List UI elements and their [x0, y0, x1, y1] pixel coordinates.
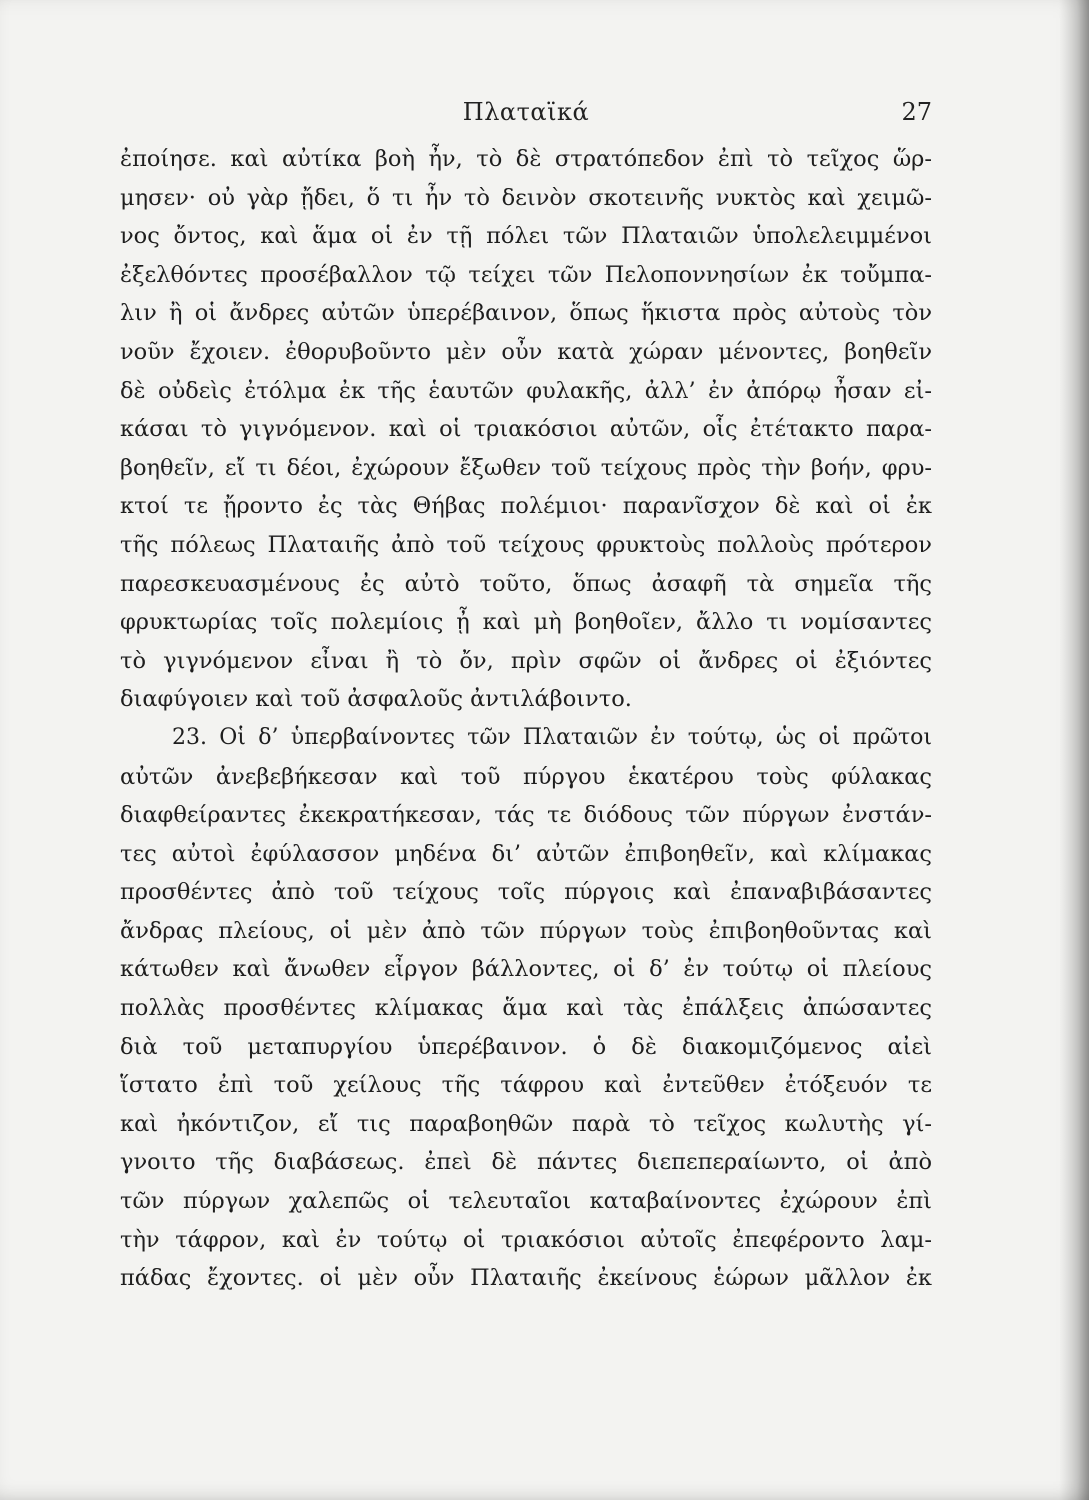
text-line: λιν ἢ οἱ ἄνδρες αὐτῶν ὑπερέβαινον, ὅπως ἥκιστα πρὸς αὐτοὺς τὸν: [120, 300, 932, 327]
text-line: κτοί τε ᾔροντο ἐς τὰς Θήβας πολέμιοι· παρανῖσχον δὲ καὶ οἱ ἐκ: [120, 493, 932, 520]
text-line: ἄνδρας πλείους, οἱ μὲν ἀπὸ τῶν πύργων τοὺς ἐπιβοηθοῦντας καὶ: [120, 917, 932, 944]
text-line: αὐτῶν ἀνεβεβήκεσαν καὶ τοῦ πύργου ἑκατέρου τοὺς φύλακας: [120, 763, 932, 790]
text-line: τὸ γιγνόμενον εἶναι ἢ τὸ ὄν, πρὶν σφῶν οἱ ἄνδρες οἱ ἐξιόντες: [120, 647, 932, 674]
text-line: ἐποίησε. καὶ αὐτίκα βοὴ ἦν, τὸ δὲ στρατόπεδον ἐπὶ τὸ τεῖχος ὥρ-: [120, 146, 932, 172]
text-line: δὲ οὐδεὶς ἐτόλμα ἐκ τῆς ἑαυτῶν φυλακῆς, ἀλλ’ ἐν ἀπόρῳ ἦσαν εἰ-: [120, 377, 932, 404]
text-line: γνοιτο τῆς διαβάσεως. ἐπεὶ δὲ πάντες διεπεπεραίωντο, οἱ ἀπὸ: [120, 1149, 932, 1176]
text-line: ἵστατο ἐπὶ τοῦ χείλους τῆς τάφρου καὶ ἐντεῦθεν ἐτόξευόν τε: [120, 1072, 932, 1099]
section-start-line: 23. Οἱ δ’ ὑπερβαίνοντες τῶν Πλαταιῶν ἐν τούτῳ, ὡς οἱ πρῶτοι: [172, 724, 932, 750]
page-number: 27: [901, 98, 932, 126]
page-edge-shadow: [1059, 0, 1089, 1500]
text-line: φρυκτωρίας τοῖς πολεμίοις ᾖ καὶ μὴ βοηθοῖεν, ἄλλο τι νομίσαντες: [120, 609, 932, 636]
running-title: Πλαταϊκά: [462, 98, 590, 126]
text-line: προσθέντες ἀπὸ τοῦ τείχους τοῖς πύργοις καὶ ἐπαναβιβάσαντες: [120, 879, 932, 906]
text-line: διαφύγοιεν καὶ τοῦ ἀσφαλοῦς ἀντιλάβοιντο.: [120, 686, 632, 713]
text-line: βοηθεῖν, εἴ τι δέοι, ἐχώρουν ἔξωθεν τοῦ τείχους πρὸς τὴν βοήν, φρυ-: [120, 454, 932, 481]
text-line: κάτωθεν καὶ ἄνωθεν εἶργον βάλλοντες, οἱ δ’ ἐν τούτῳ οἱ πλείους: [120, 956, 932, 983]
text-line: κάσαι τὸ γιγνόμενον. καὶ οἱ τριακόσιοι αὐτῶν, οἷς ἐτέτακτο παρα-: [120, 416, 932, 443]
page-header: [120, 98, 932, 134]
text-line: μησεν· οὐ γὰρ ᾔδει, ὅ τι ἦν τὸ δεινὸν σκοτεινῆς νυκτὸς καὶ χειμῶ-: [120, 184, 932, 211]
text-line: διὰ τοῦ μεταπυργίου ὑπερέβαινον. ὁ δὲ διακομιζόμενος αἰεὶ: [120, 1033, 932, 1060]
text-line: τῶν πύργων χαλεπῶς οἱ τελευταῖοι καταβαίνοντες ἐχώρουν ἐπὶ: [120, 1188, 932, 1215]
text-line: τες αὐτοὶ ἐφύλασσον μηδένα δι’ αὐτῶν ἐπιβοηθεῖν, καὶ κλίμακας: [120, 840, 932, 867]
text-line: τῆς πόλεως Πλαταιῆς ἀπὸ τοῦ τείχους φρυκτοὺς πολλοὺς πρότερον: [120, 531, 932, 558]
body-text: [120, 140, 932, 1298]
text-line: νος ὄντος, καὶ ἅμα οἱ ἐν τῇ πόλει τῶν Πλαταιῶν ὑπολελειμμένοι: [120, 223, 932, 250]
text-line: διαφθείραντες ἐκεκρατήκεσαν, τάς τε διόδους τῶν πύργων ἐνστάν-: [120, 802, 932, 829]
text-line: ἐξελθόντες προσέβαλλον τῷ τείχει τῶν Πελοποννησίων ἐκ τοὔμπα-: [120, 261, 932, 288]
text-line: παρεσκευασμένους ἐς αὐτὸ τοῦτο, ὅπως ἀσαφῆ τὰ σημεῖα τῆς: [120, 570, 932, 597]
text-line: πάδας ἔχοντες. οἱ μὲν οὖν Πλαταιῆς ἐκείνους ἑώρων μᾶλλον ἐκ: [120, 1265, 932, 1292]
text-line: πολλὰς προσθέντες κλίμακας ἅμα καὶ τὰς ἐπάλξεις ἀπώσαντες: [120, 995, 932, 1022]
text-line: τὴν τάφρον, καὶ ἐν τούτῳ οἱ τριακόσιοι αὐτοῖς ἐπεφέροντο λαμ-: [120, 1226, 932, 1253]
text-line: νοῦν ἔχοιεν. ἐθορυβοῦντο μὲν οὖν κατὰ χώραν μένοντες, βοηθεῖν: [120, 338, 932, 365]
text-line: καὶ ἠκόντιζον, εἴ τις παραβοηθῶν παρὰ τὸ τεῖχος κωλυτὴς γί-: [120, 1110, 932, 1137]
